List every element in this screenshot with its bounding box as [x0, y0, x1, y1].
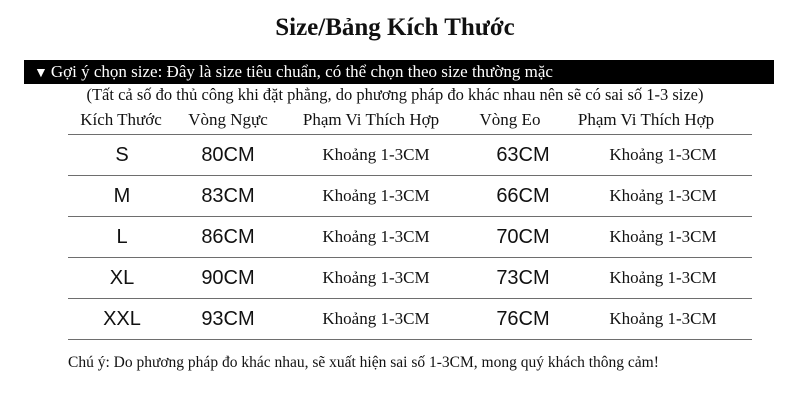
size-tip-text: Gợi ý chọn size: Đây là size tiêu chuẩn, có thể chọn theo size thường mặc	[50, 62, 553, 81]
table-row	[68, 258, 752, 299]
chest-range-cell: Khoảng 1-3CM	[322, 145, 430, 164]
chest-cell: 83CM	[201, 185, 255, 207]
waist-range-cell: Khoảng 1-3CM	[609, 186, 717, 205]
footer-note: Chú ý: Do phương pháp đo khác nhau, sẽ xuất hiện sai số 1-3CM, mong quý khách thông cảm!	[68, 354, 659, 371]
waist-range-cell: Khoảng 1-3CM	[609, 145, 717, 164]
table-row	[68, 176, 752, 217]
size-cell: XXL	[103, 308, 141, 330]
page-title: Size/Bảng Kích Thước	[275, 14, 515, 41]
chest-cell: 93CM	[201, 308, 255, 330]
header-waist-range: Phạm Vi Thích Hợp	[577, 110, 715, 129]
triangle-down-icon: ▼	[34, 66, 48, 81]
header-size: Kích Thước	[80, 110, 162, 129]
waist-cell: 73CM	[496, 267, 550, 289]
waist-cell: 70CM	[496, 226, 550, 248]
size-cell: M	[113, 185, 131, 207]
chest-range-cell: Khoảng 1-3CM	[322, 227, 430, 246]
size-cell: L	[116, 226, 128, 248]
waist-cell: 76CM	[496, 308, 550, 330]
waist-range-cell: Khoảng 1-3CM	[609, 268, 717, 287]
size-table	[68, 134, 752, 340]
table-row	[68, 299, 752, 340]
table-row	[68, 217, 752, 258]
size-tip-banner	[24, 60, 774, 84]
header-chest-range: Phạm Vi Thích Hợp	[302, 110, 440, 129]
chest-range-cell: Khoảng 1-3CM	[322, 268, 430, 287]
chest-cell: 90CM	[201, 267, 255, 289]
waist-cell: 63CM	[496, 144, 550, 166]
measurement-note: (Tất cả số đo thủ công khi đặt phẳng, do phương pháp đo khác nhau nên sẽ có sai số 1-3 size)	[86, 85, 704, 104]
chest-cell: 86CM	[201, 226, 255, 248]
table-row	[68, 134, 752, 176]
chest-range-cell: Khoảng 1-3CM	[322, 186, 430, 205]
waist-cell: 66CM	[496, 185, 550, 207]
header-chest: Vòng Ngực	[188, 110, 268, 129]
chest-cell: 80CM	[201, 144, 255, 166]
size-cell: S	[115, 144, 129, 166]
size-cell: XL	[109, 267, 135, 289]
waist-range-cell: Khoảng 1-3CM	[609, 227, 717, 246]
chest-range-cell: Khoảng 1-3CM	[322, 309, 430, 328]
header-waist: Vòng Eo	[479, 110, 541, 129]
waist-range-cell: Khoảng 1-3CM	[609, 309, 717, 328]
